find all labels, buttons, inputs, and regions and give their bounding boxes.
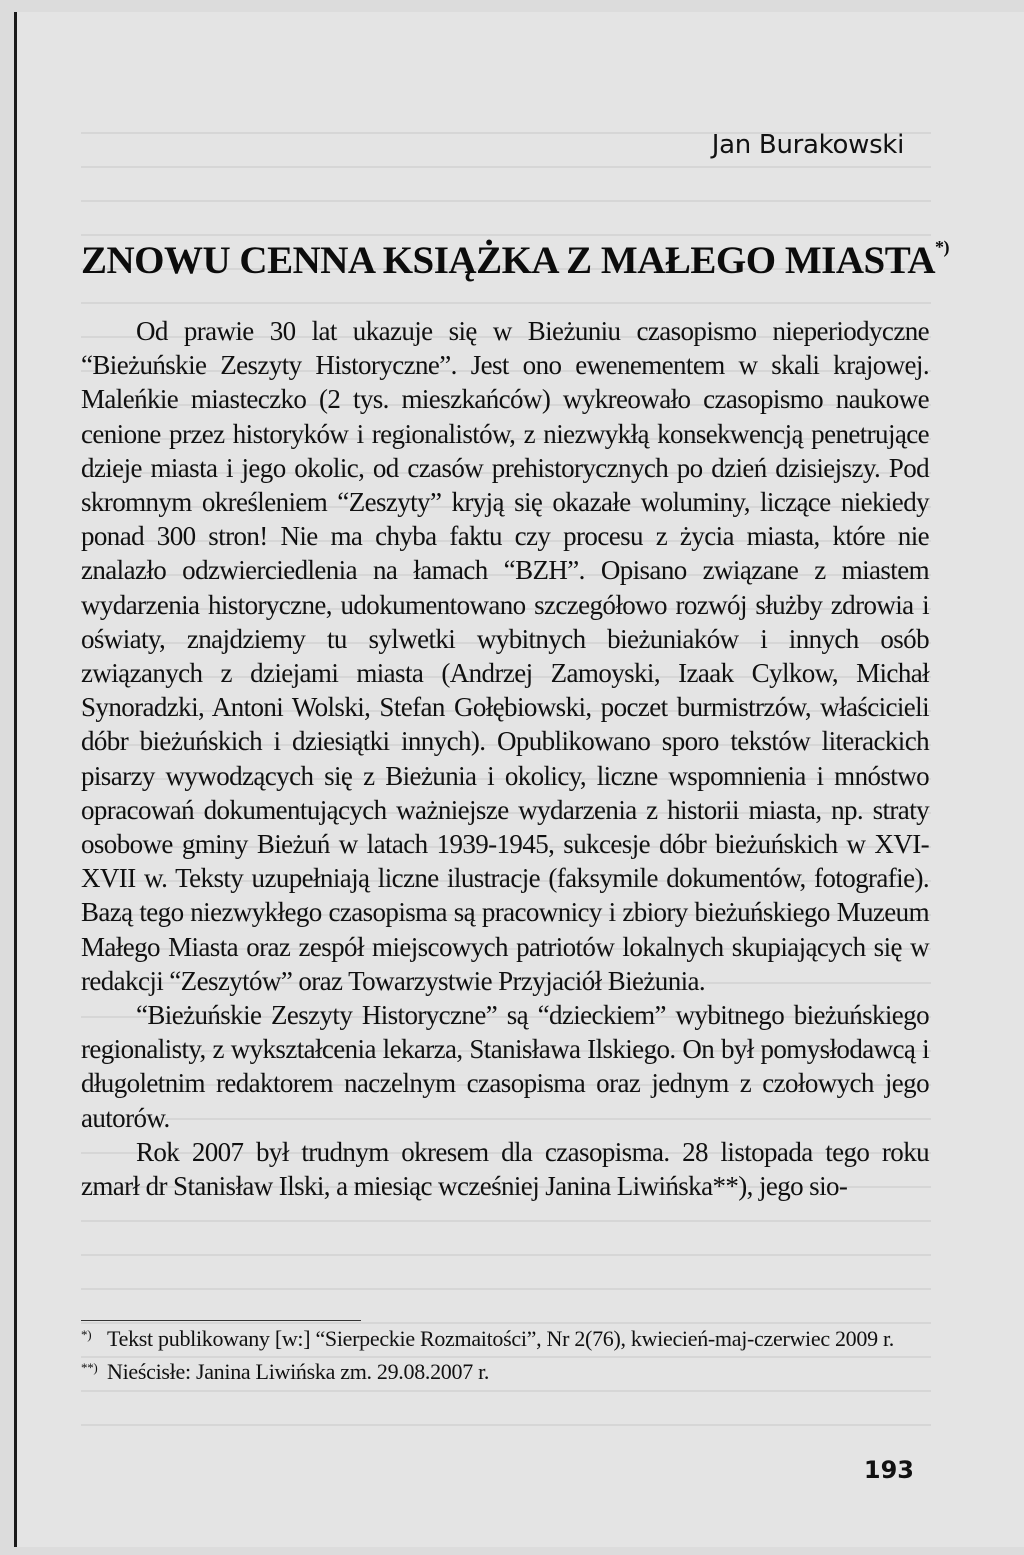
footnote-separator (81, 1320, 361, 1321)
article-title-text: ZNOWU CENNA KSIĄŻKA Z MAŁEGO MIASTA (81, 239, 935, 282)
footnote-2 (81, 1358, 929, 1388)
title-footnote-mark: *) (934, 237, 949, 257)
paragraph-1: Od prawie 30 lat ukazuje się w Bieżuniu czasopismo nieperiodyczne “Bieżuńskie Zeszyty Historyczne”. Jest ono ewenementem w skali krajowej. Maleńkie miasteczko (2 tys. mieszkańców) wykreowało czasopismo naukowe cenione przez historyków i regionalistów, z niezwykłą konsekwencją penetrujące dzieje miasta i jego okolic, od czasów prehistorycznych po dzień dzisiejszy. Pod skromnym określeniem “Zeszyty” kryją się okazałe woluminy, liczące niekiedy ponad 300 stron! Nie ma chyba faktu czy procesu z życia miasta, które nie znalazło odzwierciedlenia na łamach “BZH”. Opisano związane z miastem wydarzenia historyczne, udokumentowano szczegółowo rozwój służby zdrowia i oświaty, znajdziemy tu sylwetki wybitnych bieżuniaków i innych osób związanych z dziejami miasta (Andrzej Zamoyski, Izaak Cylkow, Michał Synoradzki, Antoni Wolski, Stefan Gołębiowski, poczet burmistrzów, właścicieli dóbr bieżuńskich i dziesiątki innych). Opublikowano sporo tekstów literackich pisarzy wywodzących się z Bieżunia i okolicy, liczne wspomnienia i mnóstwo opracowań dokumentujących ważniejsze wydarzenia z historii miasta, np. straty osobowe gminy Bieżuń w latach 1939-1945, sukcesje dóbr bieżuńskich w XVI-XVII w. Teksty uzupełniają liczne ilustracje (faksymile dokumentów, fotografie). Bazą tego niezwykłego czasopisma są pracownicy i zbiory bieżuńskiego Muzeum Małego Miasta oraz zespół miejscowych patriotów lokalnych skupiających się w redakcji “Zeszytów” oraz Towarzystwie Przyjaciół Bieżunia. (81, 316, 929, 996)
footnote-2-text: Nieścisłe: Janina Liwińska zm. 29.08.2007 r. (107, 1359, 490, 1384)
footnote-2-mark: **) (81, 1360, 98, 1375)
book-page (14, 12, 1024, 1547)
article-title (81, 238, 949, 283)
footnotes (81, 1325, 929, 1391)
running-header-author: Jan Burakowski (711, 130, 904, 160)
paragraph-3: Rok 2007 był trudnym okresem dla czasopisma. 28 listopada tego roku zmarł dr Stanisław Ilski, a miesiąc wcześniej Janina Liwińska**), jego sio- (81, 1136, 929, 1202)
footnote-1 (81, 1325, 929, 1355)
paragraph-2: “Bieżuńskie Zeszyty Historyczne” są “dzieckiem” wybitnego bieżuńskiego regionalisty, z wykształcenia lekarza, Stanisława Ilskiego. On był pomysłodawcą i długoletnim redaktorem naczelnym czasopisma oraz jednym z czołowych jego autorów. (81, 1000, 929, 1133)
page-number: 193 (863, 1456, 914, 1484)
footnote-1-mark: *) (81, 1327, 92, 1342)
footnote-1-text: Tekst publikowany [w:] “Sierpeckie Rozmaitości”, Nr 2(76), kwiecień-maj-czerwiec 2009 r. (107, 1326, 894, 1351)
article-body (81, 314, 929, 1203)
